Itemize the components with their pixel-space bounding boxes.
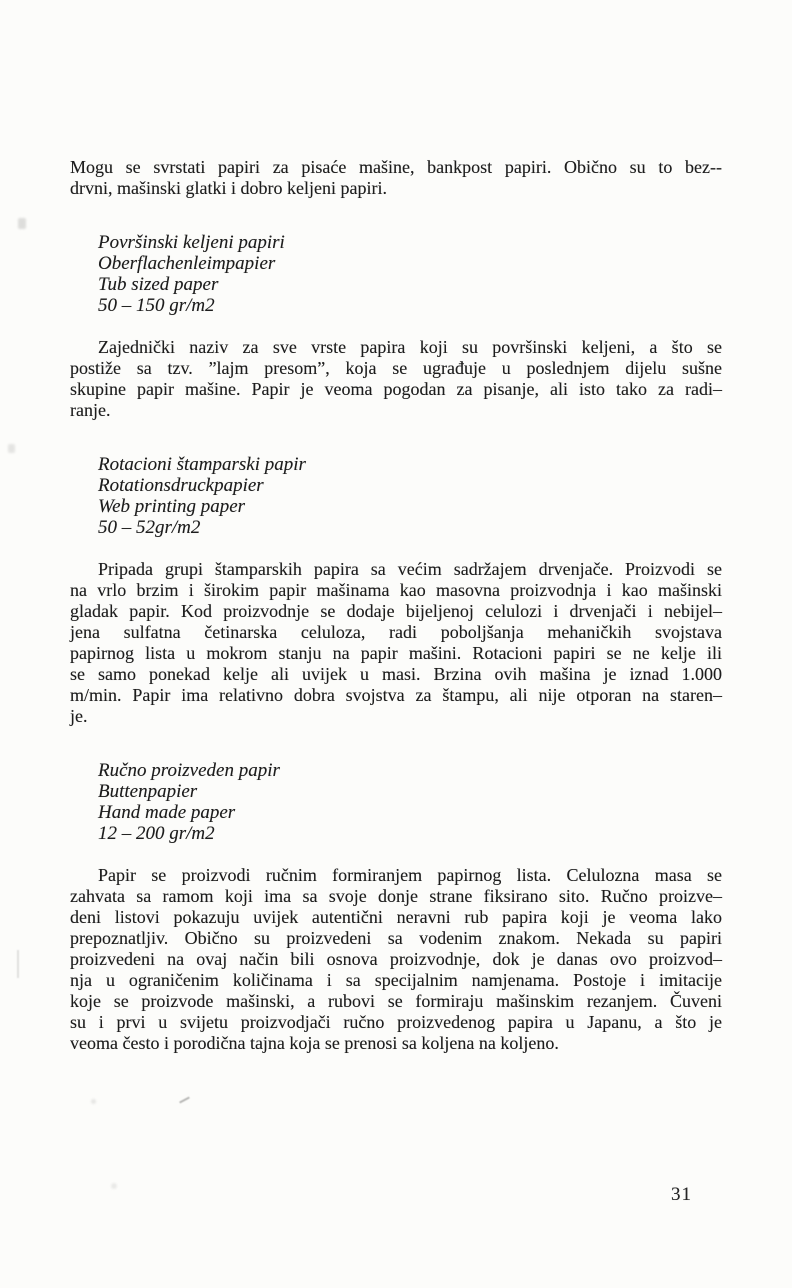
text-line: na vrlo brzim i širokim papir mašinama kao masovna proizvodnja i kao mašinski (70, 580, 722, 600)
term-line: Rotacioni štamparski papir (98, 454, 306, 475)
text-line: se samo ponekad kelje ali uvijek u masi. Brzina ovih mašina je iznad 1.000 (70, 664, 722, 684)
term-line: Ručno proizveden papir (98, 760, 280, 781)
term-heading-block (98, 760, 722, 844)
text-line: zahvata sa ramom koji ima sa svoje donje strane fiksirano sito. Ručno proizve– (70, 886, 722, 906)
text-line: Mogu se svrstati papiri za pisaće mašine, bankpost papiri. Obično su to bez-- (70, 157, 722, 177)
text-line: Zajednički naziv za sve vrste papira koji su površinski keljeni, a što se (98, 337, 722, 357)
scan-artifact (8, 444, 15, 453)
text-line: postiže sa tzv. ”lajm presom”, koja se ugrađuje u poslednjem dijelu sušne (70, 358, 722, 378)
text-line: drvni, mašinski glatki i dobro keljeni papiri. (70, 178, 387, 198)
body-paragraph (70, 865, 722, 1054)
text-line: koje se proizvode mašinski, a rubovi se formiraju mašinskim rezanjem. Čuveni (70, 991, 722, 1011)
text-line: deni listovi pokazuju uvijek autentični neravni rub papira koji je veoma lako (70, 907, 722, 927)
scan-artifact (17, 950, 19, 978)
body-paragraph (70, 157, 722, 199)
term-line: Web printing paper (98, 496, 246, 517)
page-body-text (70, 157, 722, 1054)
body-paragraph (70, 337, 722, 421)
term-line: 12 – 200 gr/m2 (98, 823, 215, 844)
text-line: nja u ograničenim količinama i sa specijalnim namjenama. Postoje i imitacije (70, 970, 722, 990)
text-line: skupine papir mašine. Papir je veoma pogodan za pisanje, ali isto tako za radi– (70, 379, 722, 399)
text-line: Pripada grupi štamparskih papira sa većim sadržajem drvenjače. Proizvodi se (98, 559, 722, 579)
term-heading-block (98, 232, 722, 316)
text-line: m/min. Papir ima relativno dobra svojstva za štampu, ali nije otporan na staren– (70, 685, 722, 705)
text-line: je. (70, 706, 88, 726)
scan-artifact (18, 218, 26, 229)
text-line: veoma često i porodična tajna koja se prenosi sa koljena na koljeno. (70, 1033, 559, 1053)
text-line: su i prvi u svijetu proizvodjači ručno proizvedenog papira u Japanu, a što je (70, 1012, 722, 1032)
term-line: 50 – 150 gr/m2 (98, 295, 215, 316)
scan-artifact (91, 1099, 96, 1104)
text-line: Papir se proizvodi ručnim formiranjem papirnog lista. Celulozna masa se (98, 865, 722, 885)
text-line: ranje. (70, 400, 111, 420)
term-line: Hand made paper (98, 802, 236, 823)
term-line: Rotationsdruckpapier (98, 475, 264, 496)
text-line: jena sulfatna četinarska celuloza, radi poboljšanja mehaničkih svojstava (70, 622, 722, 642)
term-line: 50 – 52gr/m2 (98, 517, 201, 538)
text-line: gladak papir. Kod proizvodnje se dodaje bijeljenoj celulozi i drvenjači i nebijel– (70, 601, 722, 621)
text-line: proizvedeni na ovaj način bili osnova proizvodnje, dok je danas ovo proizvod– (70, 949, 722, 969)
term-line: Oberflachenleimpapier (98, 253, 276, 274)
term-heading-block (98, 454, 722, 538)
text-line: prepoznatljiv. Obično su proizvedeni sa vodenim znakom. Nekada su papiri (70, 928, 722, 948)
term-line: Buttenpapier (98, 781, 198, 802)
text-line: papirnog lista u mokrom stanju na papir mašini. Rotacioni papiri se ne kelje ili (70, 643, 722, 663)
scan-artifact (111, 1183, 117, 1189)
body-paragraph (70, 559, 722, 727)
term-line: Površinski keljeni papiri (98, 232, 285, 253)
page-number: 31 (671, 1184, 692, 1205)
term-line: Tub sized paper (98, 274, 219, 295)
scan-artifact (179, 1097, 190, 1104)
